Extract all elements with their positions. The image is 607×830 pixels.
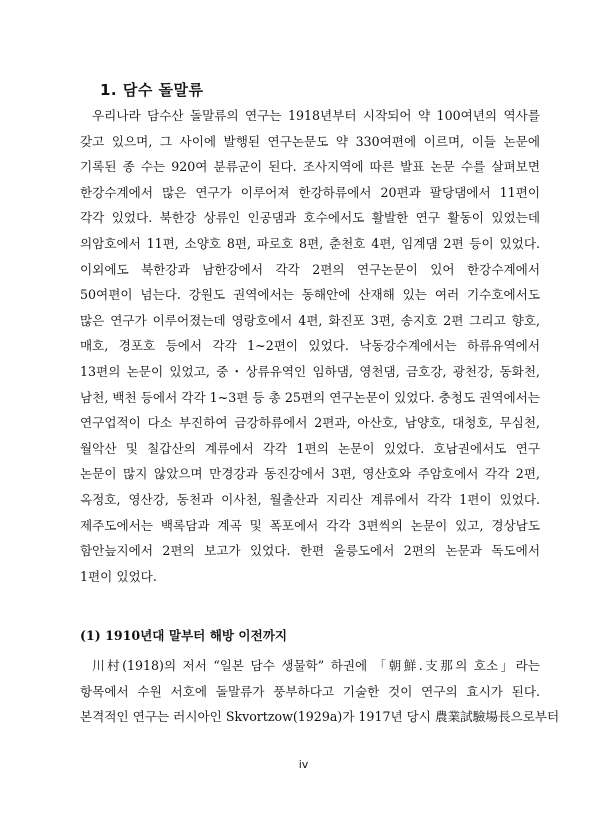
text-line: 옥정호, 영산강, 동천과 이사천, 월출산과 지리산 계류에서 각각 1편이 있었다. — [80, 492, 540, 507]
text-line: 갖고 있으며, 그 사이에 발행된 연구논문도 약 330여편에 이르며, 이들 논문에 — [80, 133, 540, 149]
text-line: 이외에도 북한강과 남한강에서 각각 2편의 연구논문이 있어 한강수계에서 — [80, 261, 540, 277]
section-heading: 1. 담수 돌말류 — [100, 81, 204, 99]
text-line: 월악산 및 칠갑산의 계류에서 각각 1편의 논문이 있었다. 호남권에서도 연구 — [80, 440, 540, 456]
text-line: 제주도에서는 백록담과 계곡 및 폭포에서 각각 3편씩의 논문이 있고, 경상남도 — [80, 517, 540, 533]
text-line: 각각 있었다. 북한강 상류인 인공댐과 호수에서도 활발한 연구 활동이 있었는데 — [80, 210, 540, 226]
text-line: 함안늪지에서 2편의 보고가 있었다. 한편 울릉도에서 2편의 논문과 독도에서 — [80, 543, 540, 559]
text-line: 기록된 종 수는 920여 분류군이 된다. 조사지역에 따른 발표 논문 수를 살펴보면 — [80, 159, 540, 175]
text-line: 연구업적이 다소 부진하여 금강하류에서 2편과, 아산호, 남양호, 대청호, 무심천, — [80, 415, 540, 431]
text-line: 50여편이 넘는다. 강원도 권역에서는 동해안에 산재해 있는 여러 기수호에서도 — [80, 287, 540, 303]
text-line: 우리나라 담수산 돌말류의 연구는 1918년부터 시작되어 약 100여년의 역사를 — [92, 108, 540, 123]
page-number: iv — [298, 758, 309, 771]
text-line: 항목에서 수원 서호에 돌말류가 풍부하다고 기술한 것이 연구의 효시가 된다. — [80, 683, 540, 699]
text-line: 많은 연구가 이루어졌는데 영랑호에서 4편, 화진포 3편, 송지호 2편 그리고 향호, — [80, 312, 540, 328]
text-line: 본격적인 연구는 러시아인 Skvortzow(1929a)가 1917년 당시 農業試驗場長으로부터 — [80, 709, 560, 725]
text-line: 13편의 논문이 있었고, 중・상류유역인 임하댐, 영천댐, 금호강, 광천강, 동화천, — [80, 364, 540, 379]
text-line: 매호, 경포호 등에서 각각 1~2편이 있었다. 낙동강수계에서는 하류유역에서 — [80, 338, 540, 354]
text-line: 1편이 있었다. — [80, 568, 157, 584]
text-line: 川村(1918)의 저서 “일본 담수 생물학” 하권에 「朝鮮.支那의 호소」라는 — [92, 658, 540, 673]
text-line: 의암호에서 11편, 소양호 8편, 파로호 8편, 춘천호 4편, 임계댐 2편 등이 있었다. — [80, 236, 540, 251]
text-line: 논문이 많지 않았으며 만경강과 동진강에서 3편, 영산호와 주암호에서 각각 2편, — [80, 466, 540, 482]
text-line: 한강수계에서 많은 연구가 이루어져 한강하류에서 20편과 팔당댐에서 11편이 — [80, 184, 540, 200]
subsection-heading: (1) 1910년대 말부터 해방 이전까지 — [80, 628, 288, 643]
text-line: 남천, 백천 등에서 각각 1~3편 등 총 25편의 연구논문이 있었다. 충청도 권역에서는 — [80, 389, 540, 405]
